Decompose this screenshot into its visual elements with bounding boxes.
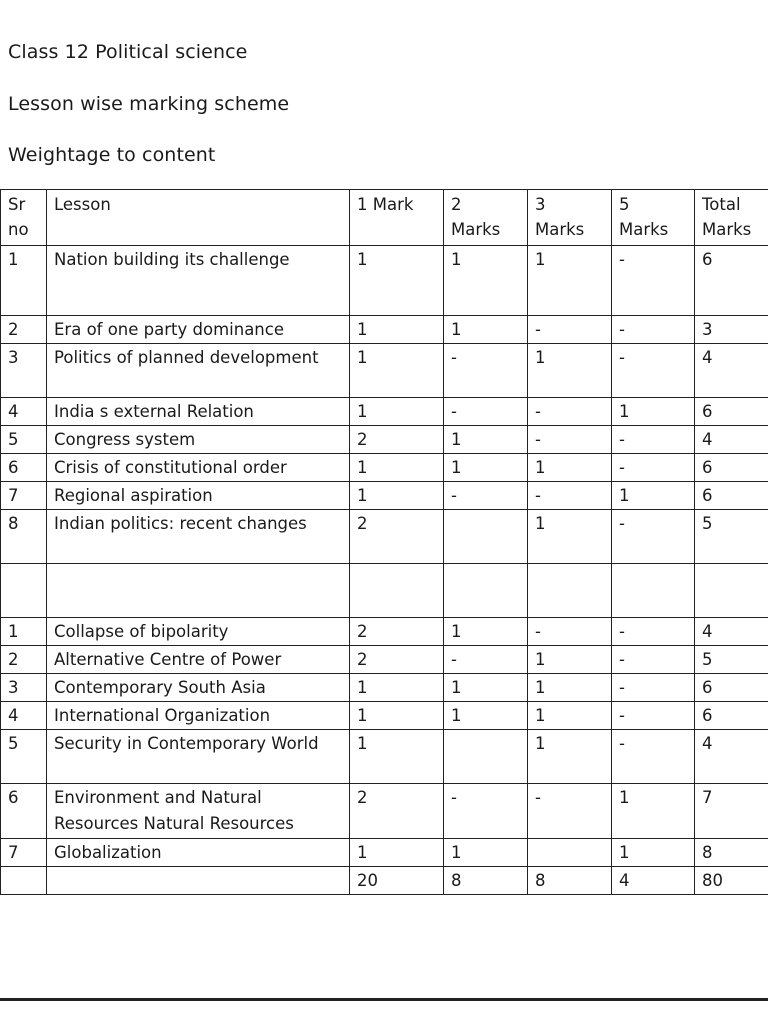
total-marks-cell: 4 [695, 344, 768, 398]
one-mark-cell: 1 [350, 702, 444, 730]
two-marks-cell [444, 510, 528, 564]
one-mark-cell: 1 [350, 839, 444, 867]
table-row [1, 674, 768, 702]
two-marks-cell [444, 564, 528, 618]
lesson-cell: Alternative Centre of Power [47, 646, 350, 674]
five-marks-cell [612, 564, 695, 618]
total-marks-cell: 4 [695, 426, 768, 454]
two-marks-cell: - [444, 784, 528, 839]
marking-scheme-table [0, 189, 768, 895]
total-marks-cell: 6 [695, 398, 768, 426]
lesson-cell: Nation building its challenge [47, 246, 350, 316]
two-marks-cell: 1 [444, 454, 528, 482]
two-marks-cell: - [444, 646, 528, 674]
document-subtitle: Lesson wise marking scheme [8, 93, 290, 115]
five-marks-cell: - [612, 316, 695, 344]
total-marks-cell: 6 [695, 674, 768, 702]
total-marks-cell: 7 [695, 784, 768, 839]
total-two-marks-cell: 8 [444, 867, 528, 895]
sr-cell: 7 [1, 839, 47, 867]
two-marks-cell: 1 [444, 674, 528, 702]
five-marks-cell: - [612, 510, 695, 564]
table-row [1, 316, 768, 344]
lesson-cell: India s external Relation [47, 398, 350, 426]
total-marks-cell: 6 [695, 246, 768, 316]
total-three-marks-cell: 8 [528, 867, 612, 895]
five-marks-cell: - [612, 646, 695, 674]
two-marks-cell [444, 730, 528, 784]
header-5-marks: 5 Marks [612, 190, 695, 246]
total-total-marks-cell: 80 [695, 867, 768, 895]
five-marks-cell: 1 [612, 784, 695, 839]
three-marks-cell: - [528, 316, 612, 344]
sr-cell: 5 [1, 426, 47, 454]
header-sr-no: Sr no [1, 190, 47, 246]
totals-row [1, 867, 768, 895]
sr-cell: 5 [1, 730, 47, 784]
lesson-cell: Crisis of constitutional order [47, 454, 350, 482]
one-mark-cell: 1 [350, 674, 444, 702]
one-mark-cell: 2 [350, 646, 444, 674]
lesson-cell: International Organization [47, 702, 350, 730]
section-heading: Weightage to content [8, 144, 216, 166]
sr-cell: 8 [1, 510, 47, 564]
one-mark-cell: 1 [350, 246, 444, 316]
three-marks-cell: - [528, 426, 612, 454]
five-marks-cell: - [612, 426, 695, 454]
header-3-marks: 3 Marks [528, 190, 612, 246]
three-marks-cell: 1 [528, 702, 612, 730]
two-marks-cell: 1 [444, 618, 528, 646]
sr-cell: 7 [1, 482, 47, 510]
one-mark-cell: 1 [350, 482, 444, 510]
table-row [1, 246, 768, 316]
one-mark-cell: 1 [350, 454, 444, 482]
five-marks-cell: 1 [612, 398, 695, 426]
three-marks-cell: 1 [528, 510, 612, 564]
total-marks-cell: 6 [695, 702, 768, 730]
two-marks-cell: 1 [444, 426, 528, 454]
total-marks-cell: 5 [695, 646, 768, 674]
one-mark-cell: 2 [350, 784, 444, 839]
five-marks-cell: - [612, 344, 695, 398]
table-row [1, 510, 768, 564]
table-row [1, 839, 768, 867]
three-marks-cell [528, 839, 612, 867]
table-row [1, 344, 768, 398]
sr-cell: 2 [1, 646, 47, 674]
sr-cell: 1 [1, 246, 47, 316]
total-marks-cell: 5 [695, 510, 768, 564]
five-marks-cell: 1 [612, 482, 695, 510]
one-mark-cell: 2 [350, 510, 444, 564]
three-marks-cell: 1 [528, 344, 612, 398]
two-marks-cell: 1 [444, 839, 528, 867]
one-mark-cell: 1 [350, 398, 444, 426]
lesson-cell: Contemporary South Asia [47, 674, 350, 702]
table-row [1, 702, 768, 730]
five-marks-cell: - [612, 618, 695, 646]
lesson-cell: Era of one party dominance [47, 316, 350, 344]
total-marks-cell: 4 [695, 730, 768, 784]
total-marks-cell: 4 [695, 618, 768, 646]
sr-cell: 3 [1, 674, 47, 702]
three-marks-cell: 1 [528, 646, 612, 674]
header-total-marks: Total Marks [695, 190, 768, 246]
total-one-mark-cell: 20 [350, 867, 444, 895]
lesson-cell: Regional aspiration [47, 482, 350, 510]
sr-cell: 4 [1, 398, 47, 426]
table-row [1, 398, 768, 426]
sr-cell: 2 [1, 316, 47, 344]
sr-cell: 3 [1, 344, 47, 398]
table-row [1, 618, 768, 646]
two-marks-cell: 1 [444, 316, 528, 344]
five-marks-cell: - [612, 246, 695, 316]
page-bottom-rule [0, 998, 768, 1001]
total-lesson-cell [47, 867, 350, 895]
two-marks-cell: - [444, 482, 528, 510]
five-marks-cell: - [612, 730, 695, 784]
lesson-cell: Environment and Natural Resources Natural Resources [47, 784, 350, 839]
three-marks-cell: 1 [528, 246, 612, 316]
header-2-marks: 2 Marks [444, 190, 528, 246]
lesson-cell [47, 564, 350, 618]
three-marks-cell: - [528, 618, 612, 646]
one-mark-cell [350, 564, 444, 618]
total-sr-cell [1, 867, 47, 895]
one-mark-cell: 2 [350, 618, 444, 646]
one-mark-cell: 1 [350, 344, 444, 398]
document-title: Class 12 Political science [8, 41, 248, 63]
table-row [1, 784, 768, 839]
sr-cell [1, 564, 47, 618]
lesson-cell: Collapse of bipolarity [47, 618, 350, 646]
sr-cell: 6 [1, 784, 47, 839]
table-header-row [1, 190, 768, 246]
five-marks-cell: 1 [612, 839, 695, 867]
three-marks-cell: - [528, 482, 612, 510]
total-marks-cell: 8 [695, 839, 768, 867]
header-1-mark: 1 Mark [350, 190, 444, 246]
one-mark-cell: 1 [350, 730, 444, 784]
three-marks-cell: 1 [528, 730, 612, 784]
three-marks-cell: - [528, 398, 612, 426]
lesson-cell: Globalization [47, 839, 350, 867]
table-row [1, 426, 768, 454]
table-row [1, 454, 768, 482]
two-marks-cell: 1 [444, 702, 528, 730]
two-marks-cell: - [444, 344, 528, 398]
total-five-marks-cell: 4 [612, 867, 695, 895]
table-row [1, 646, 768, 674]
three-marks-cell: 1 [528, 674, 612, 702]
one-mark-cell: 2 [350, 426, 444, 454]
three-marks-cell: 1 [528, 454, 612, 482]
one-mark-cell: 1 [350, 316, 444, 344]
lesson-cell: Indian politics: recent changes [47, 510, 350, 564]
lesson-cell: Politics of planned development [47, 344, 350, 398]
five-marks-cell: - [612, 702, 695, 730]
table-row [1, 482, 768, 510]
two-marks-cell: 1 [444, 246, 528, 316]
table-row [1, 730, 768, 784]
total-marks-cell [695, 564, 768, 618]
total-marks-cell: 6 [695, 482, 768, 510]
total-marks-cell: 6 [695, 454, 768, 482]
three-marks-cell: - [528, 784, 612, 839]
five-marks-cell: - [612, 674, 695, 702]
lesson-cell: Congress system [47, 426, 350, 454]
table-row [1, 564, 768, 618]
total-marks-cell: 3 [695, 316, 768, 344]
header-lesson: Lesson [47, 190, 350, 246]
lesson-cell: Security in Contemporary World [47, 730, 350, 784]
sr-cell: 6 [1, 454, 47, 482]
five-marks-cell: - [612, 454, 695, 482]
sr-cell: 1 [1, 618, 47, 646]
sr-cell: 4 [1, 702, 47, 730]
three-marks-cell [528, 564, 612, 618]
two-marks-cell: - [444, 398, 528, 426]
